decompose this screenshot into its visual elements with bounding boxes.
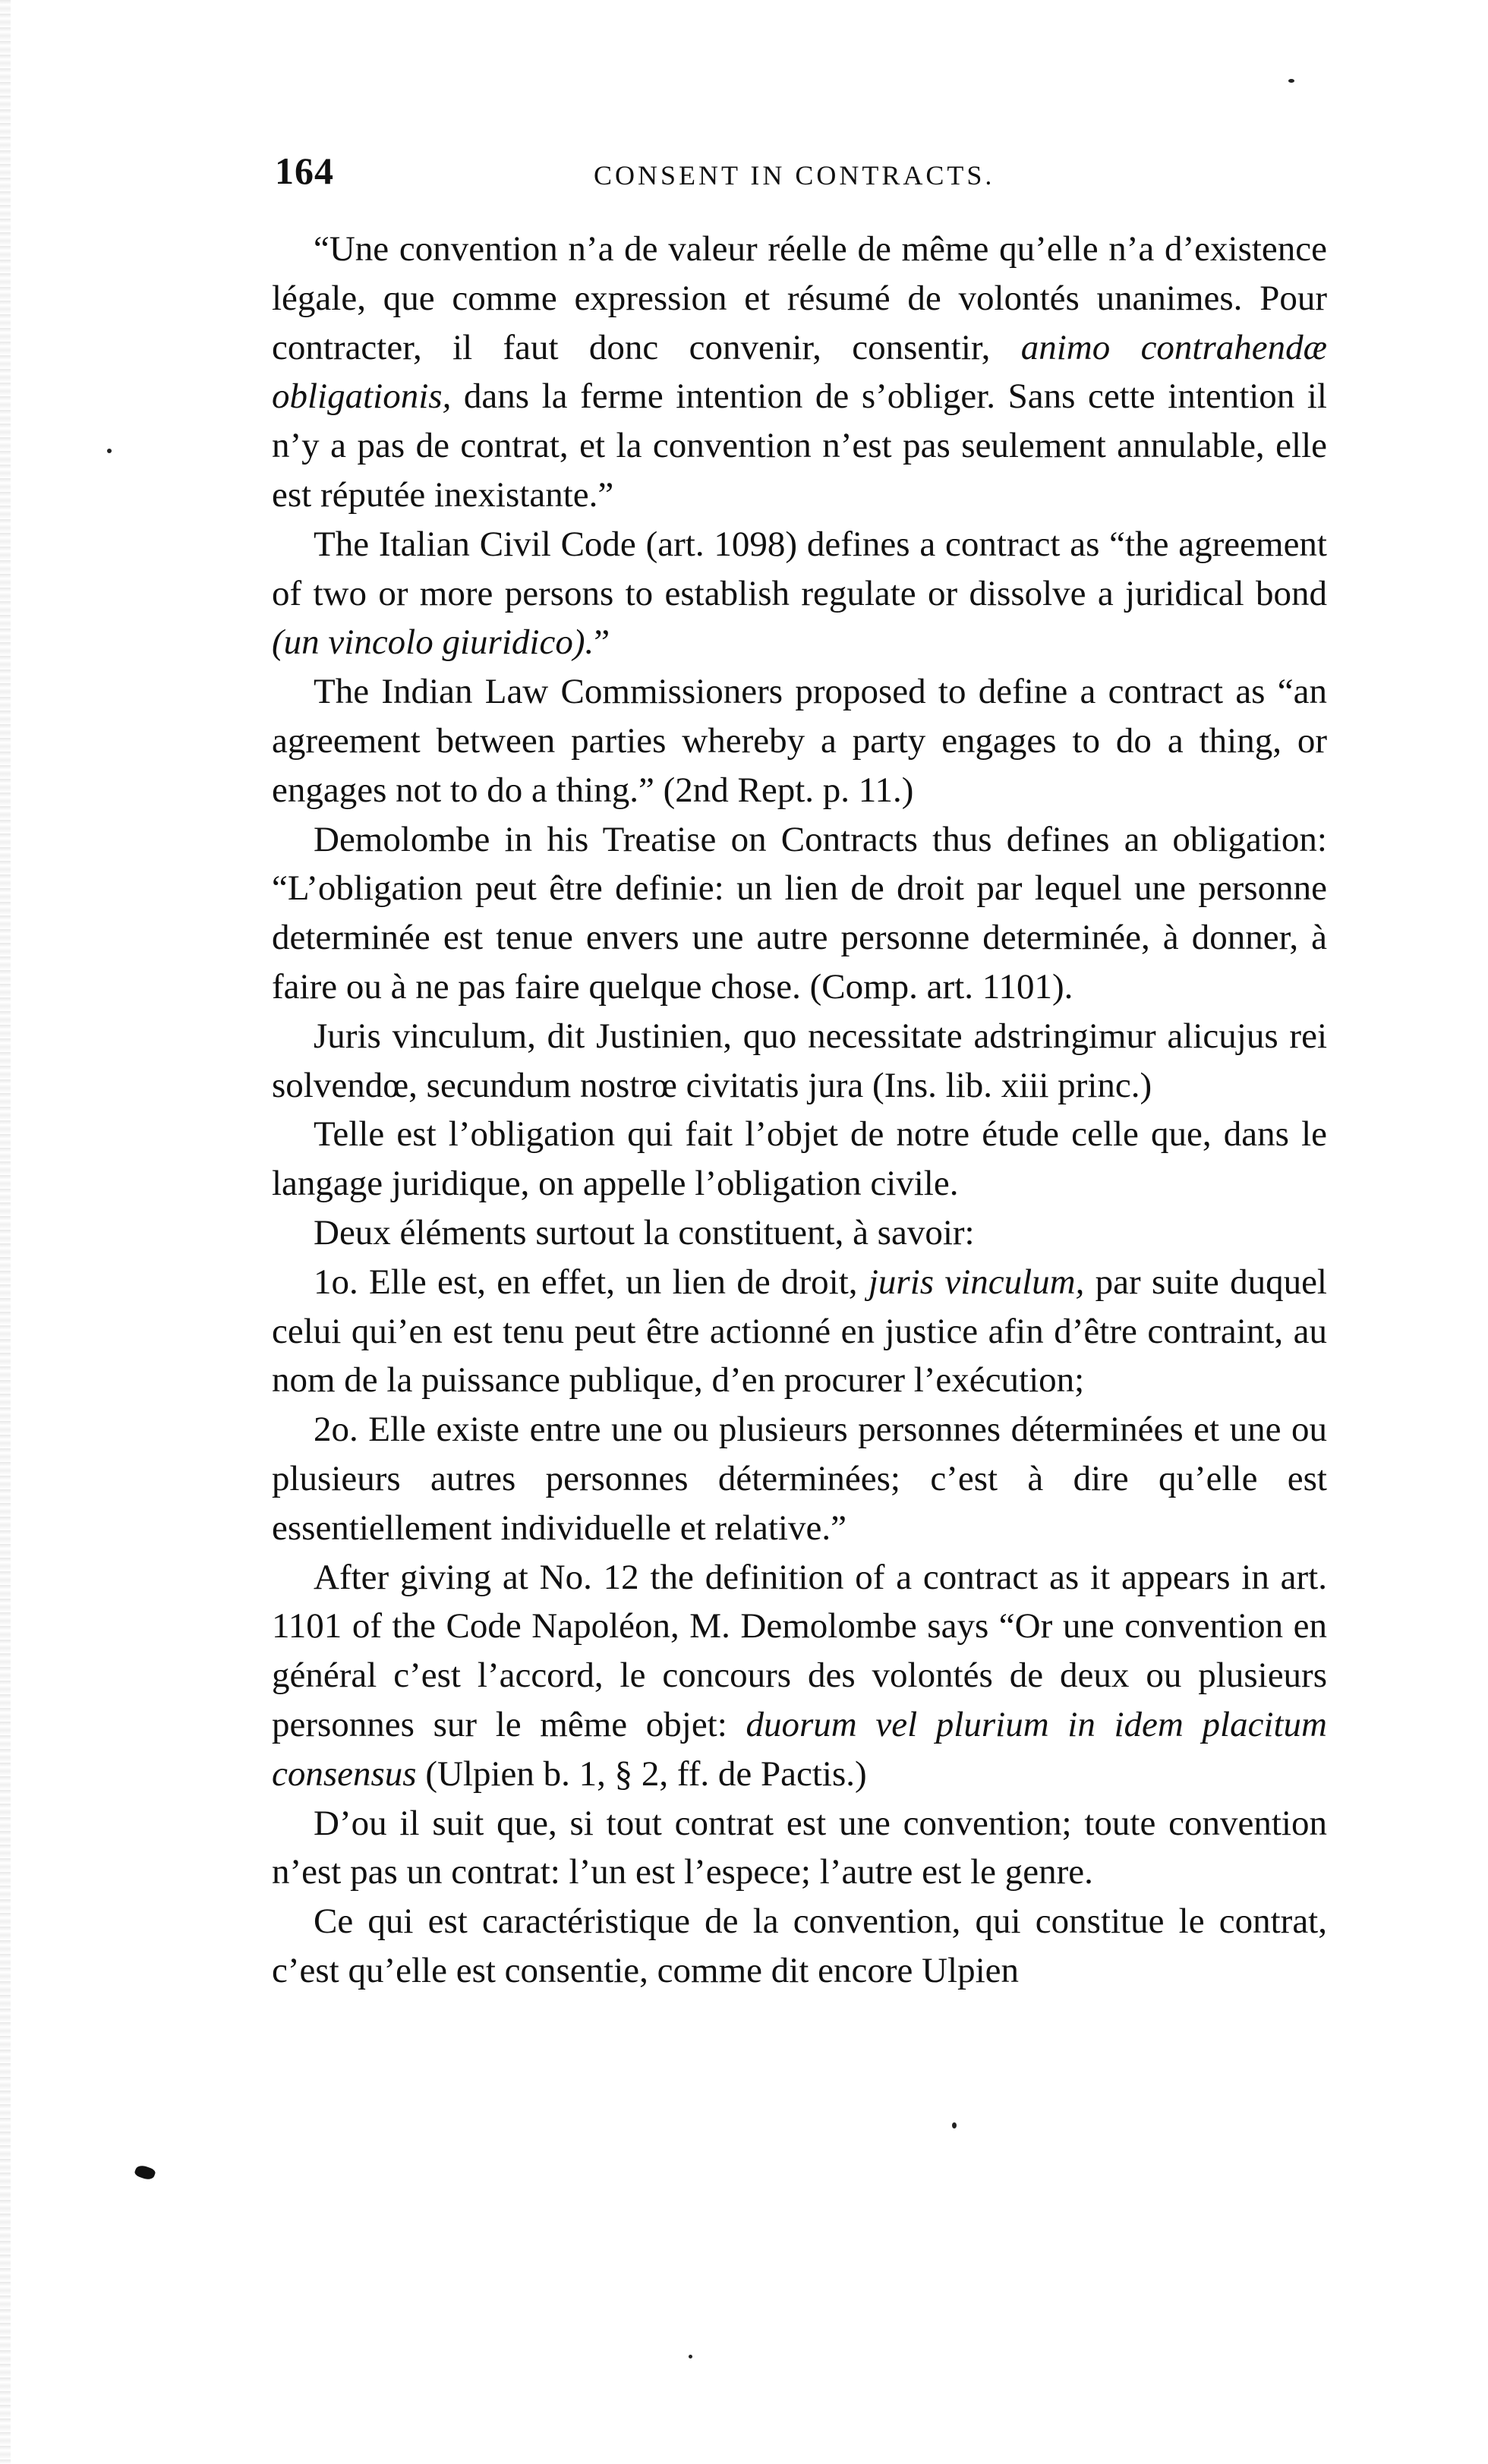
paragraph [272,520,1327,667]
text-run: (Ulpien b. 1, § 2, ff. de Pactis.) [416,1753,867,1794]
text-run: Ce qui est caractéristique de la convention, qui constitue le contrat, c’est qu’elle est consentie, comme dit encore Ulpien [272,1902,1327,1990]
stray-dot [952,2122,957,2128]
running-head: CONSENT IN CONTRACTS. [594,160,995,191]
paragraph [272,1012,1327,1111]
text-run: D’ou il suit que, si tout contrat est une convention; toute convention n’est pas un contrat: l’un est l’espece; l’autre est le genre. [272,1803,1327,1892]
paragraph [272,667,1327,815]
margin-ink-mark [134,2163,156,2182]
page-edge-shadow [0,0,11,2464]
paragraph [272,1897,1327,1996]
italic-text: animo contrahendæ obligationis, [272,327,1327,417]
italic-text: (un vincolo giuridico). [272,622,594,663]
stray-dot [107,449,112,453]
page-number: 164 [275,150,334,192]
paragraph [272,1799,1327,1898]
paragraph [272,225,1327,520]
paragraph [272,1258,1327,1405]
text-run: Demolombe in his Treatise on Contracts thus defines an obligation: “L’obligation peut être definie: un lien de droit par lequel une personne determinée est tenue envers une autre personne determinée, à donner, à faire ou à ne pas faire quelque chose. (Comp. art. 1101). [272,819,1327,1007]
text-run: Deux éléments surtout la constituent, à savoir: [314,1212,975,1252]
text-run: The Italian Civil Code (art. 1098) defines a contract as “the agreement of two or more persons to establish regulate or dissolve a juridical bond [272,524,1327,613]
text-run: “Une convention n’a de valeur réelle de même qu’elle n’a d’existence légale, que comme expression et résumé de volontés unanimes. Pour contracter, il faut donc convenir, consentir, [272,229,1327,367]
text-run: par suite duquel celui qui’en est tenu peut être actionné en justice afin d’être contraint, au nom de la puissance publique, d’en procurer l’exécution; [272,1262,1327,1401]
italic-text: duorum vel plurium in idem placitum consensus [272,1704,1327,1794]
paragraph [272,1208,1327,1258]
paragraph [272,1110,1327,1208]
text-run: dans la ferme intention de s’obliger. Sans cette intention il n’y a pas de contrat, et la convention n’est pas seulement annulable, elle est réputée inexistante.” [272,377,1327,515]
text-run: The Indian Law Commissioners proposed to define a contract as “an agreement between parties whereby a party engages to do a thing, or engages not to do a thing.” (2nd Rept. p. 11.) [272,672,1327,810]
page-header [275,149,1330,202]
paragraph [272,815,1327,1012]
text-run: Juris vinculum, dit Justinien, quo necessitate adstringimur alicujus rei solvendœ, secundum nostrœ civitatis jura (Ins. lib. xiii princ.) [272,1016,1327,1105]
stray-dot [1288,79,1294,83]
italic-text: juris vinculum, [868,1262,1085,1302]
page-body [272,225,1327,1996]
paragraph [272,1553,1327,1799]
stray-dot [689,2355,692,2358]
paragraph [272,1405,1327,1552]
text-run: 1o. Elle est, en effet, un lien de droit, [314,1262,869,1302]
text-run: After giving at No. 12 the definition of a contract as it appears in art. 1101 of the Code Napoléon, M. Demolombe says “Or une convention en général c’est l’accord, le concours des volontés de deux ou plusieurs personnes sur le même objet: [272,1557,1327,1744]
text-run: ” [594,622,610,663]
text-run: 2o. Elle existe entre une ou plusieurs personnes déterminées et une ou plusieurs autres personnes déterminées; c’est à dire qu’elle est essentiellement individuelle et relative.” [272,1410,1327,1548]
text-run: Telle est l’obligation qui fait l’objet de notre étude celle que, dans le langage juridique, on appelle l’obligation civile. [272,1114,1327,1204]
